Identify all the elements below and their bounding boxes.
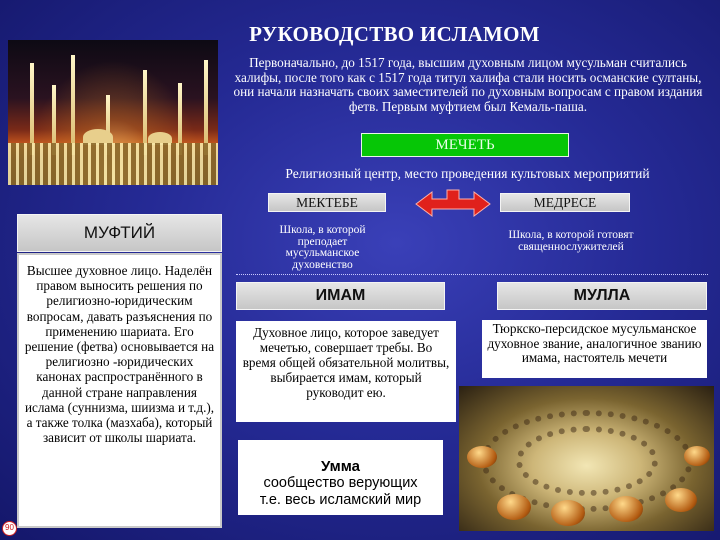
medrese-description: Школа, в которой готовят священнослужителей <box>508 229 634 253</box>
mosque-description: Религиозный центр, место проведения культовых мероприятий <box>285 166 650 181</box>
umma-box <box>238 440 443 515</box>
umma-title: Умма <box>321 458 360 475</box>
umma-line1: сообщество верующих <box>263 475 418 491</box>
mektebe-description: Школа, в которой преподает мусульманское духовенство <box>279 224 366 271</box>
mulla-label: МУЛЛА <box>497 282 707 310</box>
intro-text: Первоначально, до 1517 года, высшим духовным лицом мусульман считались халифы, после того как с 1517 года титул халифа стали носить османские султаны, они начали назначать своих заместителей по духовным вопросам с правом издания фетв. Первым муфтием был Кемаль-паша. <box>233 55 703 114</box>
mecca-photo <box>459 386 714 531</box>
mulla-description: Тюркско-персидское мусульманское духовное звание, аналогичное званию имама, настоятель мечети <box>482 320 707 378</box>
mosque-label: МЕЧЕТЬ <box>361 133 569 157</box>
medrese-label: МЕДРЕСЕ <box>500 193 630 212</box>
mektebe-label: МЕКТЕБЕ <box>268 193 386 212</box>
umma-line2: т.е. весь исламский мир <box>259 492 422 508</box>
mosque-photo <box>8 40 218 185</box>
double-headed-arrow-icon <box>414 188 492 220</box>
page-number: 90 <box>2 521 17 536</box>
muftiy-label: МУФТИЙ <box>17 214 222 252</box>
divider <box>236 274 708 275</box>
imam-description: Духовное лицо, которое заведует мечетью, совершает требы. Во время общей обязательной молитвы, выбирается имам, который руководит ею. <box>236 321 456 422</box>
slide-title: РУКОВОДСТВО ИСЛАМОМ <box>249 22 540 46</box>
muftiy-description: Высшее духовное лицо. Наделён правом выносить решения по религиозно-юридическим вопросам, давать разъяснения по применению шариата. Его решение (фетва) основывается на религиозно -юридических канонах распространённого в данной стране направления ислама (суннизма, шиизма и т.д.), а также толка (мазхаба), который зависит от школы шариата. <box>17 253 222 528</box>
imam-label: ИМАМ <box>236 282 445 310</box>
